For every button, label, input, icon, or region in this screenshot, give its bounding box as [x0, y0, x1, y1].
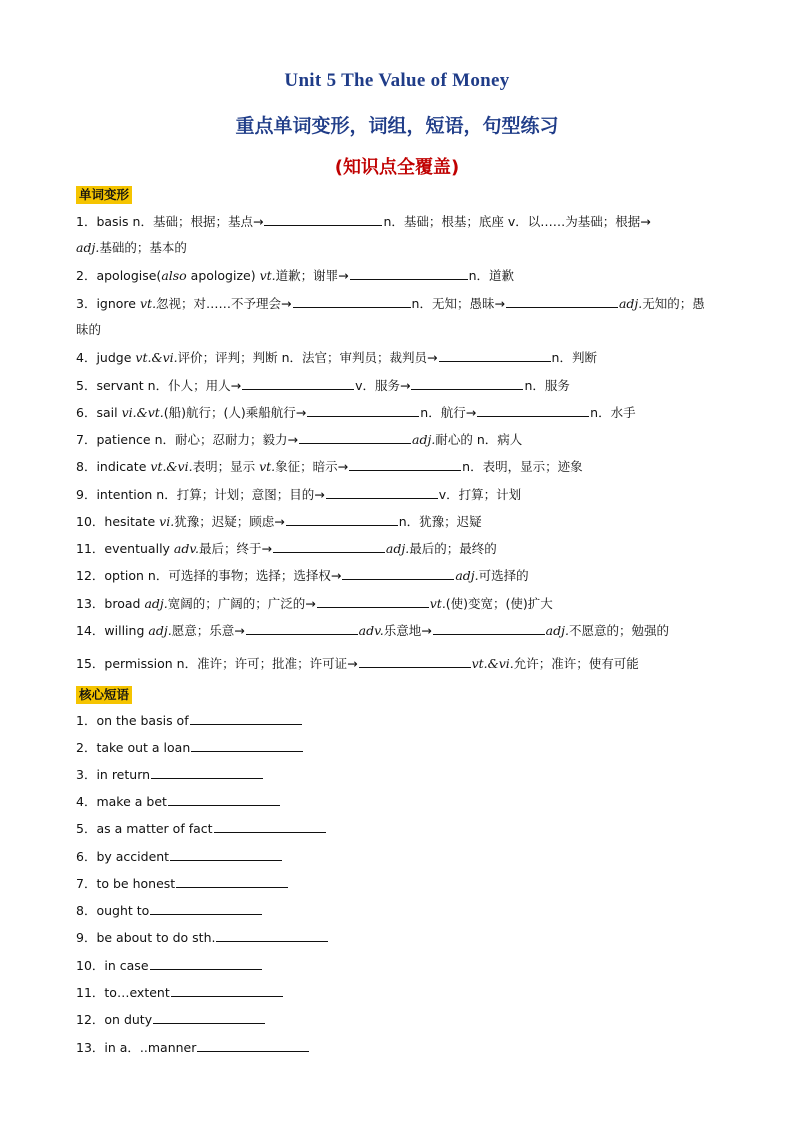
answer-blank[interactable] — [349, 458, 461, 471]
phrase-item: 4．make a bet — [76, 793, 726, 810]
answer-blank[interactable] — [433, 622, 545, 635]
phrase-item: 13．in a．..manner — [76, 1039, 726, 1056]
phrase-item: 11．to…extent — [76, 984, 726, 1001]
word-item-12: 12．option n．可选择的事物；选择；选择权→ adj.可选择的 — [76, 568, 529, 583]
answer-blank[interactable] — [264, 213, 382, 226]
answer-blank[interactable] — [151, 766, 263, 779]
answer-blank[interactable] — [342, 567, 454, 580]
word-item-6: 6．sail vi.&vt.(船)航行；(人)乘船航行→ n．航行→ n．水手 — [76, 405, 636, 420]
word-item-8: 8．indicate vt.&vi.表明；显示 vt.象征；暗示→ n．表明，显示；迹象 — [76, 459, 583, 474]
answer-blank[interactable] — [170, 848, 282, 861]
answer-blank[interactable] — [216, 929, 328, 942]
answer-blank[interactable] — [506, 295, 618, 308]
answer-blank[interactable] — [307, 404, 419, 417]
answer-blank[interactable] — [286, 513, 398, 526]
word-item-10: 10．hesitate vi.犹豫；迟疑；顾虑→ n．犹豫；迟疑 — [76, 514, 482, 529]
answer-blank[interactable] — [299, 431, 411, 444]
answer-blank[interactable] — [176, 875, 288, 888]
section-tag-words: 单词变形 — [76, 186, 132, 204]
phrase-item: 6．by accident — [76, 848, 726, 865]
word-item-11: 11．eventually adv.最后；终于→ adj.最后的；最终的 — [76, 541, 497, 556]
answer-blank[interactable] — [293, 295, 411, 308]
phrase-item: 1．on the basis of — [76, 712, 726, 729]
worksheet-title: 重点单词变形，词组，短语，句型练习 — [235, 115, 559, 137]
answer-blank[interactable] — [242, 377, 354, 390]
phrase-item: 8．ought to — [76, 902, 726, 919]
answer-blank[interactable] — [150, 902, 262, 915]
word-item-14: 14．willing adj.愿意；乐意→ adv.乐意地→ adj.不愿意的；勉强的 — [76, 623, 669, 638]
word-item-3-cont: 昧的 — [76, 322, 102, 337]
phrase-item: 5．as a matter of fact — [76, 820, 726, 837]
answer-blank[interactable] — [197, 1039, 309, 1052]
phrase-item: 9．be about to do sth. — [76, 929, 726, 946]
answer-blank[interactable] — [171, 984, 283, 997]
answer-blank[interactable] — [317, 595, 429, 608]
word-item-1-cont: adj.基础的；基本的 — [76, 240, 187, 255]
phrase-item: 7．to be honest — [76, 875, 726, 892]
phrase-item: 3．in return — [76, 766, 726, 783]
answer-blank[interactable] — [190, 712, 302, 725]
phrase-item: 10．in case — [76, 957, 726, 974]
answer-blank[interactable] — [214, 820, 326, 833]
answer-blank[interactable] — [168, 793, 280, 806]
word-item-7: 7．patience n．耐心；忍耐力；毅力→ adj.耐心的 n．病人 — [76, 432, 523, 447]
word-item-3: 3．ignore vt.忽视；对……不予理会→ n．无知；愚昧→ adj.无知的；愚 — [76, 296, 705, 311]
word-item-1: 1．basis n．基础；根据；基点→ n．基础；根基；底座 v．以……为基础；根据→ — [76, 214, 651, 229]
answer-blank[interactable] — [273, 540, 385, 553]
word-item-13: 13．broad adj.宽阔的；广阔的；广泛的→ vt.(使)变宽；(使)扩大 — [76, 596, 553, 611]
answer-blank[interactable] — [246, 622, 358, 635]
phrase-item: 2．take out a loan — [76, 739, 726, 756]
answer-blank[interactable] — [350, 267, 468, 280]
answer-blank[interactable] — [150, 957, 262, 970]
worksheet-subtitle: (知识点全覆盖) — [334, 157, 460, 178]
unit-title: Unit 5 The Value of Money — [284, 70, 510, 91]
word-item-5: 5．servant n．仆人；用人→ v．服务→ n．服务 — [76, 378, 570, 393]
section-tag-phrases: 核心短语 — [76, 686, 132, 704]
answer-blank[interactable] — [439, 349, 551, 362]
word-item-4: 4．judge vt.&vi.评价；评判；判断 n．法官；审判员；裁判员→ n．判断 — [76, 350, 597, 365]
word-item-9: 9．intention n．打算；计划；意图；目的→ v．打算；计划 — [76, 487, 522, 502]
answer-blank[interactable] — [153, 1011, 265, 1024]
word-item-2: 2．apologise(also apologize) vt.道歉；谢罪→ n．道歉 — [76, 268, 515, 283]
answer-blank[interactable] — [326, 486, 438, 499]
word-item-15: 15．permission n．准许；许可；批准；许可证→ vt.&vi.允许；准许；使有可能 — [76, 656, 639, 671]
answer-blank[interactable] — [411, 377, 523, 390]
phrase-item: 12．on duty — [76, 1011, 726, 1028]
answer-blank[interactable] — [359, 655, 471, 668]
answer-blank[interactable] — [191, 739, 303, 752]
answer-blank[interactable] — [477, 404, 589, 417]
